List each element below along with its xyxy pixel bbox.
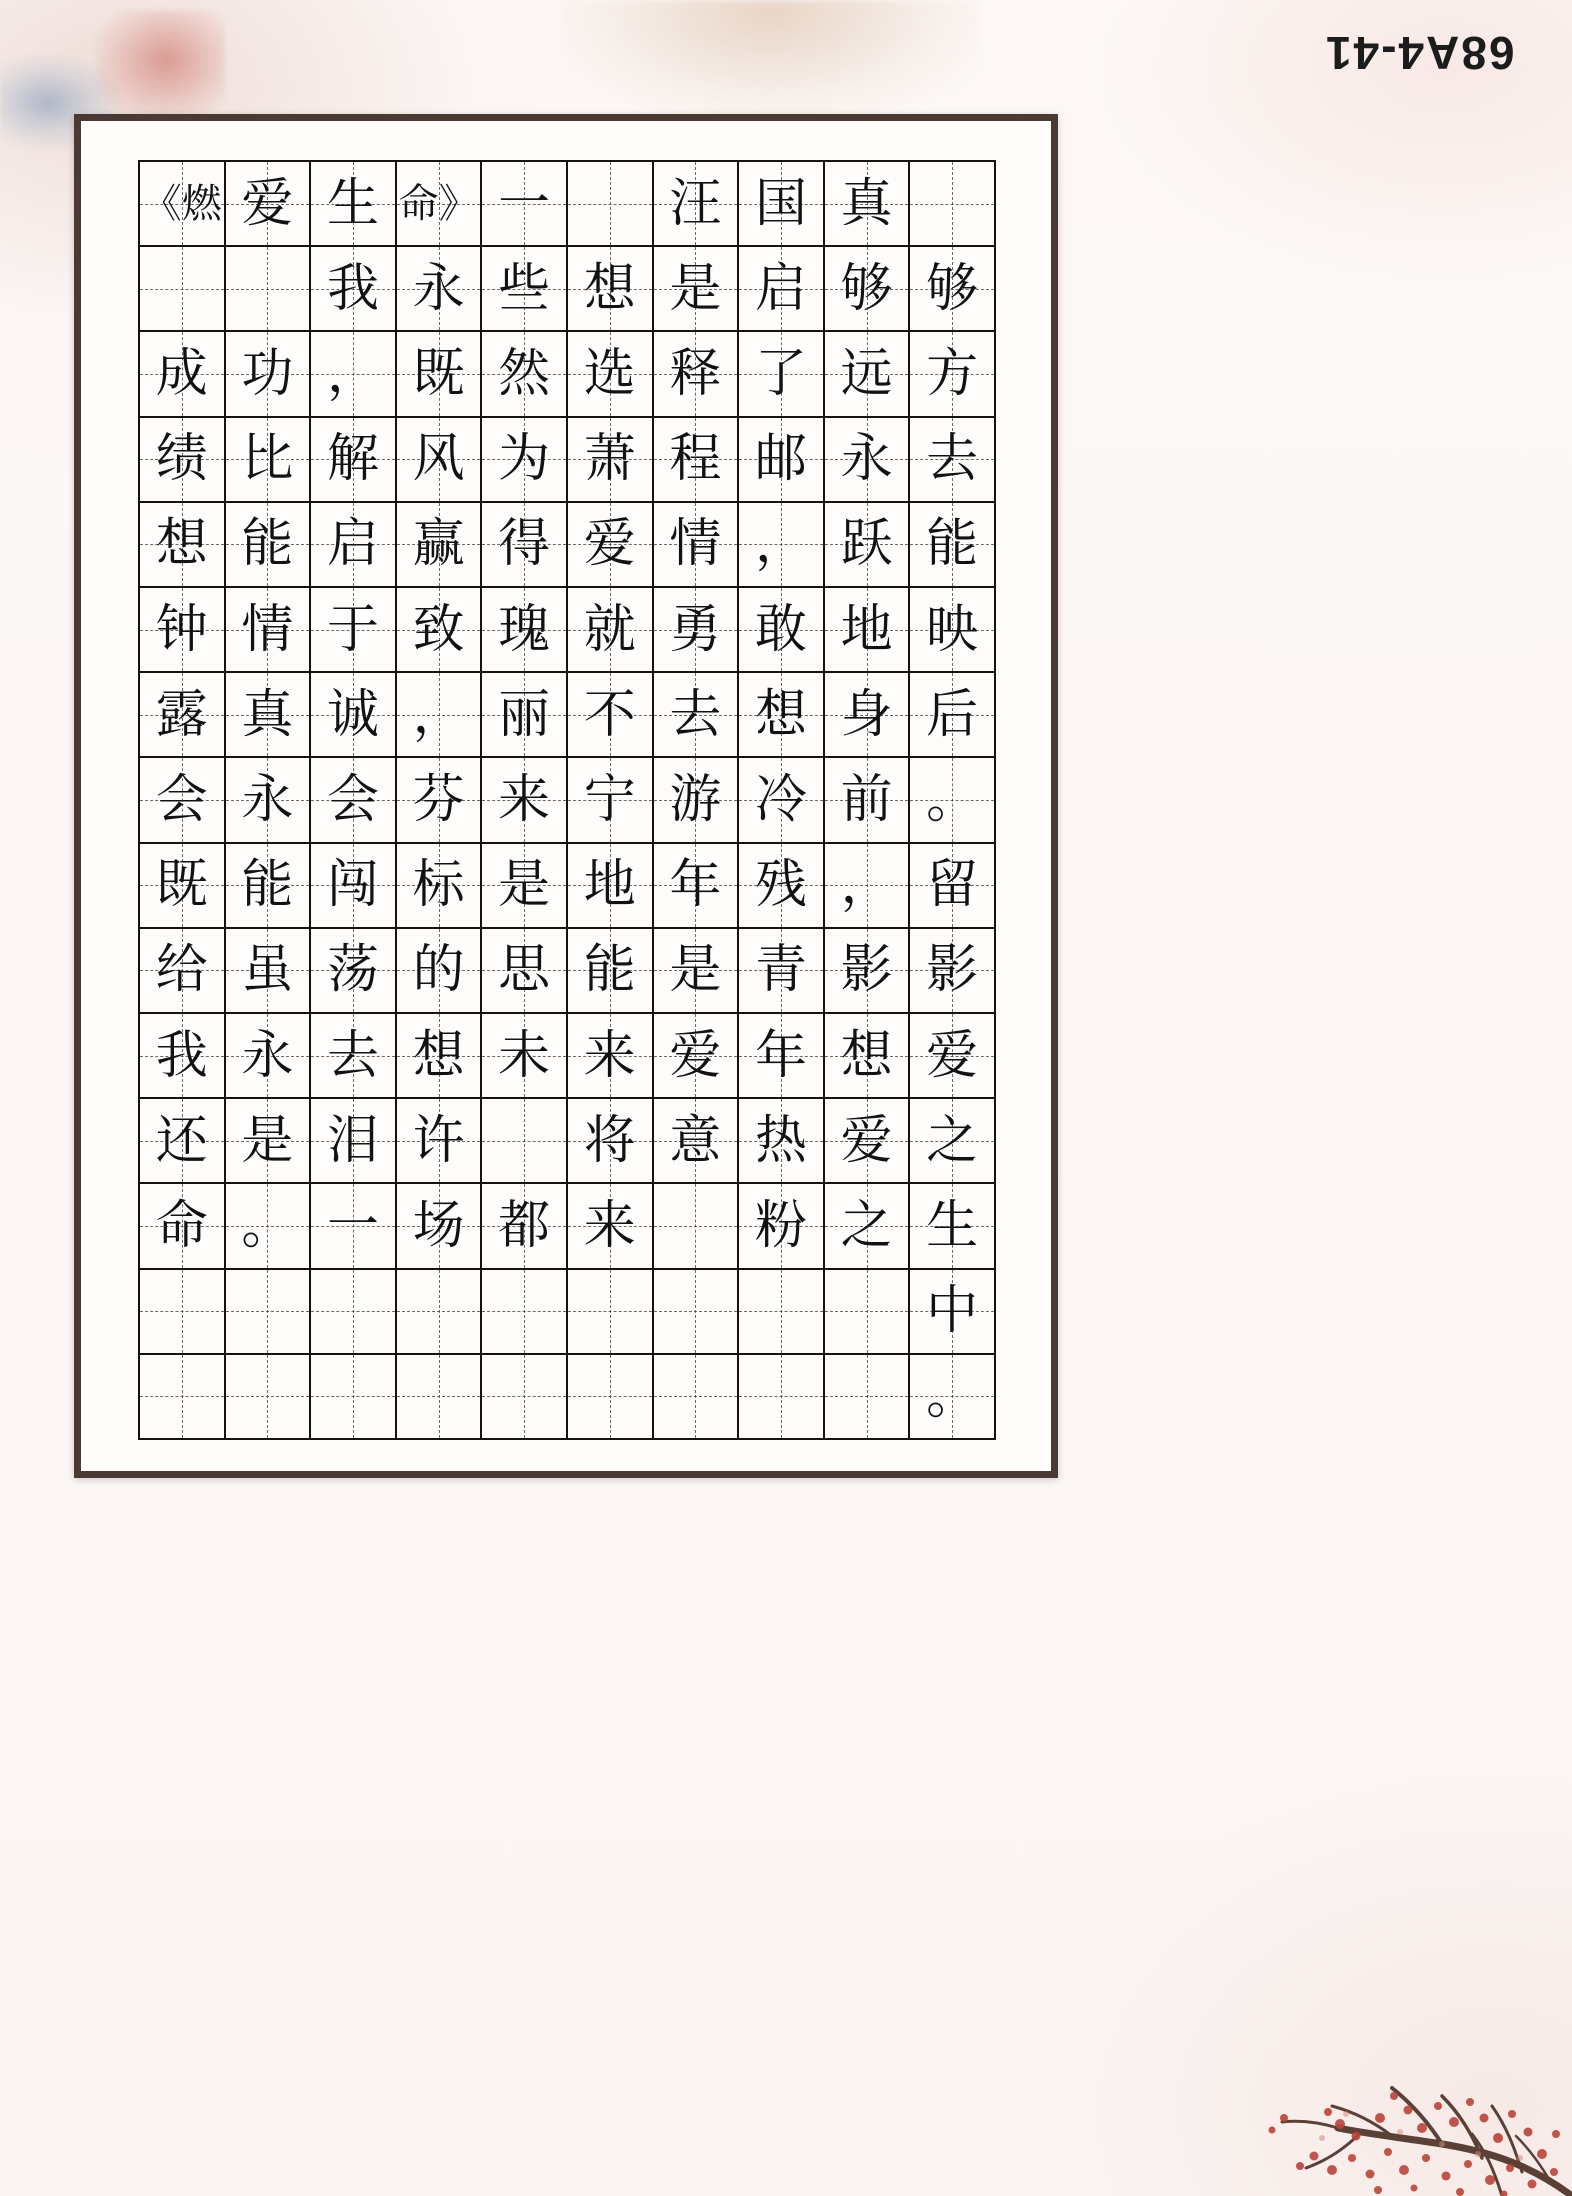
- handwritten-character: 永: [412, 258, 465, 319]
- handwritten-character: 是: [241, 1110, 294, 1171]
- grid-cell: [739, 844, 825, 929]
- handwritten-character: 去: [926, 429, 979, 490]
- grid-cell: [825, 418, 911, 503]
- handwritten-character: 的: [412, 940, 465, 1001]
- grid-cell: [226, 1099, 312, 1184]
- handwritten-character: 选: [583, 343, 636, 404]
- manuscript-frame-inner: [81, 121, 1051, 1471]
- grid-cell: [654, 929, 740, 1014]
- grid-cell: [825, 503, 911, 588]
- grid-cell: [825, 1184, 911, 1269]
- grid-cell: [226, 247, 312, 332]
- grid-cell: [140, 1184, 226, 1269]
- handwritten-character: 勇: [669, 599, 722, 660]
- grid-cell: [568, 332, 654, 417]
- grid-cell: [397, 588, 483, 673]
- grid-cell: [311, 162, 397, 247]
- grid-cell: [739, 929, 825, 1014]
- handwritten-character: 一: [498, 173, 551, 234]
- handwritten-character: 中: [926, 1281, 979, 1342]
- plum-branch-decoration: [1142, 1766, 1572, 2196]
- grid-cell: [910, 162, 996, 247]
- handwritten-character: 方: [926, 343, 979, 404]
- grid-cell: [226, 1270, 312, 1355]
- grid-cell: [654, 758, 740, 843]
- grid-cell: [654, 162, 740, 247]
- handwritten-character: 地: [583, 855, 636, 916]
- grid-cell: [482, 758, 568, 843]
- grid-cell: [739, 1184, 825, 1269]
- handwritten-character: 闯: [326, 855, 379, 916]
- handwritten-character: 芬: [412, 769, 465, 830]
- grid-cell: [910, 1355, 996, 1440]
- grid-cell: [654, 418, 740, 503]
- grid-cell: [140, 503, 226, 588]
- handwritten-character: 想: [583, 258, 636, 319]
- grid-cell: [140, 673, 226, 758]
- grid-cell: [825, 162, 911, 247]
- handwritten-character: 。: [241, 1195, 294, 1256]
- grid-cell: [226, 929, 312, 1014]
- handwritten-character: 赢: [412, 514, 465, 575]
- handwritten-character: 然: [498, 343, 551, 404]
- handwritten-character: 释: [669, 343, 722, 404]
- handwritten-character: 既: [155, 855, 208, 916]
- grid-cell: [739, 418, 825, 503]
- handwritten-character: 场: [412, 1195, 465, 1256]
- grid-cell: [910, 1184, 996, 1269]
- handwritten-character: 永: [241, 769, 294, 830]
- grid-cell: [568, 247, 654, 332]
- grid-cell: [654, 247, 740, 332]
- handwritten-character: 爱: [583, 514, 636, 575]
- handwritten-character: 钟: [155, 599, 208, 660]
- grid-cell: [739, 1270, 825, 1355]
- grid-cell: [654, 332, 740, 417]
- grid-cell: [482, 162, 568, 247]
- grid-cell: [311, 418, 397, 503]
- handwritten-character: 就: [583, 599, 636, 660]
- grid-cell: [311, 673, 397, 758]
- grid-cell: [311, 1184, 397, 1269]
- grid-cell: [397, 503, 483, 588]
- grid-cell: [397, 1014, 483, 1099]
- handwritten-character: 游: [669, 769, 722, 830]
- handwritten-character: 想: [840, 1025, 893, 1086]
- handwritten-character: 身: [840, 684, 893, 745]
- handwritten-character: 绩: [155, 429, 208, 490]
- grid-cell: [910, 673, 996, 758]
- handwritten-character: 永: [840, 429, 893, 490]
- grid-cell: [482, 1014, 568, 1099]
- handwritten-character: 去: [326, 1025, 379, 1086]
- handwritten-character: 启: [326, 514, 379, 575]
- grid-cell: [654, 503, 740, 588]
- handwritten-character: 生: [326, 173, 379, 234]
- handwritten-character: ，: [754, 514, 807, 575]
- handwritten-character: 是: [669, 940, 722, 1001]
- handwritten-character: 些: [498, 258, 551, 319]
- grid-cell: [568, 929, 654, 1014]
- handwritten-character: 汪: [669, 173, 722, 234]
- handwritten-character: 爱: [669, 1025, 722, 1086]
- grid-cell: [568, 1099, 654, 1184]
- grid-cell: [140, 1270, 226, 1355]
- red-paint-smudge: [95, 10, 225, 120]
- grid-cell: [226, 1014, 312, 1099]
- handwritten-character: 来: [583, 1195, 636, 1256]
- grid-cell: [226, 503, 312, 588]
- handwritten-character: 前: [840, 769, 893, 830]
- grid-cell: [910, 332, 996, 417]
- grid-cell: [568, 673, 654, 758]
- handwritten-character: 冷: [754, 769, 807, 830]
- grid-cell: [482, 332, 568, 417]
- grid-cell: [739, 588, 825, 673]
- grid-cell: [140, 332, 226, 417]
- grid-cell: [397, 418, 483, 503]
- grid-cell: [311, 929, 397, 1014]
- handwritten-character: 能: [241, 514, 294, 575]
- grid-cell: [397, 1099, 483, 1184]
- grid-cell: [482, 418, 568, 503]
- grid-cell: [482, 673, 568, 758]
- grid-cell: [311, 503, 397, 588]
- grid-cell: [825, 758, 911, 843]
- catalog-number: 68A4-41: [1324, 27, 1515, 79]
- handwritten-character: 给: [155, 940, 208, 1001]
- handwritten-character: 了: [754, 343, 807, 404]
- handwritten-character: 功: [241, 343, 294, 404]
- grid-cell: [568, 758, 654, 843]
- grid-cell: [910, 758, 996, 843]
- grid-cell: [226, 162, 312, 247]
- handwritten-character: 既: [412, 343, 465, 404]
- handwritten-character: 虽: [241, 940, 294, 1001]
- handwritten-character: 会: [326, 769, 379, 830]
- grid-cell: [140, 1099, 226, 1184]
- handwritten-character: 爱: [926, 1025, 979, 1086]
- grid-cell: [397, 673, 483, 758]
- handwritten-character: 年: [754, 1025, 807, 1086]
- grid-cell: [311, 844, 397, 929]
- handwritten-character: 真: [241, 684, 294, 745]
- grid-cell: [568, 844, 654, 929]
- grid-cell: [311, 1270, 397, 1355]
- handwritten-character: 诚: [326, 684, 379, 745]
- grid-cell: [226, 673, 312, 758]
- grid-cell: [482, 247, 568, 332]
- handwritten-character: 荡: [326, 940, 379, 1001]
- handwritten-character: 《燃: [141, 180, 222, 227]
- handwritten-character: 我: [155, 1025, 208, 1086]
- handwritten-character: 泪: [326, 1110, 379, 1171]
- handwritten-character: 于: [326, 599, 379, 660]
- handwritten-character: 意: [669, 1110, 722, 1171]
- handwritten-character: 能: [241, 855, 294, 916]
- handwritten-character: 未: [498, 1025, 551, 1086]
- handwritten-character: 粉: [754, 1195, 807, 1256]
- grid-cell: [910, 588, 996, 673]
- grid-cell: [311, 1355, 397, 1440]
- handwritten-character: 真: [840, 173, 893, 234]
- grid-cell: [825, 247, 911, 332]
- grid-cell: [654, 1355, 740, 1440]
- grid-cell: [825, 929, 911, 1014]
- grid-cell: [482, 844, 568, 929]
- handwritten-character: ，: [326, 343, 379, 404]
- handwritten-character: 国: [754, 173, 807, 234]
- handwritten-character: 风: [412, 429, 465, 490]
- grid-cell: [568, 162, 654, 247]
- handwritten-character: 映: [926, 599, 979, 660]
- grid-cell: [654, 1270, 740, 1355]
- grid-cell: [311, 588, 397, 673]
- tan-paint-smudge: [560, 0, 980, 120]
- handwritten-character: 不: [583, 684, 636, 745]
- grid-cell: [311, 247, 397, 332]
- grid-cell: [654, 1184, 740, 1269]
- grid-cell: [910, 418, 996, 503]
- grid-cell: [654, 673, 740, 758]
- grid-cell: [825, 1355, 911, 1440]
- grid-cell: [140, 247, 226, 332]
- grid-cell: [568, 1355, 654, 1440]
- grid-cell: [910, 1099, 996, 1184]
- grid-cell: [568, 588, 654, 673]
- handwritten-character: 还: [155, 1110, 208, 1171]
- grid-cell: [482, 1099, 568, 1184]
- grid-cell: [397, 844, 483, 929]
- handwritten-character: 之: [840, 1195, 893, 1256]
- handwritten-character: 瑰: [498, 599, 551, 660]
- grid-cell: [825, 1099, 911, 1184]
- handwritten-character: 够: [926, 258, 979, 319]
- handwritten-character: 残: [754, 855, 807, 916]
- grid-cell: [568, 1184, 654, 1269]
- handwritten-character: 情: [241, 599, 294, 660]
- handwritten-character: 生: [926, 1195, 979, 1256]
- handwritten-character: 成: [155, 343, 208, 404]
- grid-cell: [140, 162, 226, 247]
- grid-cell: [482, 1270, 568, 1355]
- grid-cell: [825, 1270, 911, 1355]
- grid-cell: [397, 247, 483, 332]
- grid-cell: [910, 1014, 996, 1099]
- grid-cell: [568, 503, 654, 588]
- handwritten-character: 地: [840, 599, 893, 660]
- grid-cell: [140, 418, 226, 503]
- handwritten-character: 想: [412, 1025, 465, 1086]
- grid-cell: [482, 929, 568, 1014]
- grid-cell: [140, 929, 226, 1014]
- grid-cell: [825, 588, 911, 673]
- handwritten-character: 命: [155, 1195, 208, 1256]
- handwritten-character: 邮: [754, 429, 807, 490]
- grid-cell: [311, 1099, 397, 1184]
- grid-cell: [910, 844, 996, 929]
- grid-cell: [140, 1355, 226, 1440]
- handwritten-character: 青: [754, 940, 807, 1001]
- handwritten-character: 萧: [583, 429, 636, 490]
- grid-cell: [825, 844, 911, 929]
- handwritten-character: 想: [754, 684, 807, 745]
- handwritten-character: 影: [840, 940, 893, 1001]
- handwritten-character: 标: [412, 855, 465, 916]
- handwritten-character: 去: [669, 684, 722, 745]
- grid-cell: [910, 247, 996, 332]
- grid-cell: [482, 503, 568, 588]
- handwritten-character: 。: [926, 1366, 979, 1427]
- writing-grid: [138, 160, 996, 1440]
- handwritten-character: 影: [926, 940, 979, 1001]
- grid-cell: [825, 673, 911, 758]
- grid-cell: [910, 929, 996, 1014]
- handwritten-character: 能: [583, 940, 636, 1001]
- grid-cell: [739, 332, 825, 417]
- grid-cell: [482, 1184, 568, 1269]
- handwritten-character: 爱: [840, 1110, 893, 1171]
- grid-cell: [397, 162, 483, 247]
- handwritten-character: 想: [155, 514, 208, 575]
- handwritten-character: 能: [926, 514, 979, 575]
- grid-cell: [739, 1099, 825, 1184]
- handwritten-character: 情: [669, 514, 722, 575]
- handwritten-character: 会: [155, 769, 208, 830]
- handwritten-character: 思: [498, 940, 551, 1001]
- grid-cell: [568, 1014, 654, 1099]
- handwritten-character: 是: [669, 258, 722, 319]
- grid-cell: [226, 844, 312, 929]
- handwritten-character: 都: [498, 1195, 551, 1256]
- grid-cell: [397, 758, 483, 843]
- handwritten-character: 命》: [398, 180, 479, 227]
- grid-cell: [482, 588, 568, 673]
- handwritten-character: 跃: [840, 514, 893, 575]
- grid-cell: [311, 332, 397, 417]
- handwritten-character: ，: [840, 855, 893, 916]
- handwritten-character: 年: [669, 855, 722, 916]
- grid-cell: [226, 418, 312, 503]
- handwritten-character: 留: [926, 855, 979, 916]
- grid-cell: [397, 1184, 483, 1269]
- handwritten-character: 永: [241, 1025, 294, 1086]
- grid-cell: [311, 1014, 397, 1099]
- handwritten-character: 程: [669, 429, 722, 490]
- handwritten-character: 够: [840, 258, 893, 319]
- handwritten-character: 露: [155, 684, 208, 745]
- handwritten-character: 得: [498, 514, 551, 575]
- grid-cell: [397, 1355, 483, 1440]
- grid-cell: [226, 332, 312, 417]
- handwritten-character: 许: [412, 1110, 465, 1171]
- handwritten-character: 敢: [754, 599, 807, 660]
- handwritten-character: 是: [498, 855, 551, 916]
- grid-cell: [739, 758, 825, 843]
- handwritten-character: 远: [840, 343, 893, 404]
- grid-cell: [739, 673, 825, 758]
- handwritten-character: 丽: [498, 684, 551, 745]
- grid-cell: [910, 503, 996, 588]
- grid-cell: [397, 332, 483, 417]
- grid-cell: [739, 1355, 825, 1440]
- manuscript-frame: [74, 114, 1058, 1478]
- handwritten-character: 之: [926, 1110, 979, 1171]
- grid-cell: [226, 1184, 312, 1269]
- grid-cell: [568, 1270, 654, 1355]
- grid-cell: [825, 1014, 911, 1099]
- grid-cell: [311, 758, 397, 843]
- handwritten-character: 解: [326, 429, 379, 490]
- handwritten-character: 热: [754, 1110, 807, 1171]
- handwritten-character: 我: [326, 258, 379, 319]
- handwritten-character: 爱: [241, 173, 294, 234]
- grid-cell: [140, 758, 226, 843]
- grid-cell: [654, 588, 740, 673]
- grid-cell: [226, 1355, 312, 1440]
- handwritten-character: 启: [754, 258, 807, 319]
- handwritten-character: ，: [412, 684, 465, 745]
- grid-cell: [739, 162, 825, 247]
- handwritten-character: 后: [926, 684, 979, 745]
- handwritten-character: 。: [926, 769, 979, 830]
- handwritten-character: 来: [583, 1025, 636, 1086]
- handwritten-character: 比: [241, 429, 294, 490]
- handwritten-character: 来: [498, 769, 551, 830]
- grid-cell: [910, 1270, 996, 1355]
- grid-cell: [739, 247, 825, 332]
- grid-cell: [397, 929, 483, 1014]
- handwritten-character: 致: [412, 599, 465, 660]
- handwritten-character: 将: [583, 1110, 636, 1171]
- grid-cell: [226, 588, 312, 673]
- handwritten-character: 宁: [583, 769, 636, 830]
- grid-cell: [654, 1099, 740, 1184]
- grid-cell: [739, 503, 825, 588]
- grid-cell: [825, 332, 911, 417]
- grid-cell: [482, 1355, 568, 1440]
- grid-cell: [654, 844, 740, 929]
- handwritten-character: 一: [326, 1195, 379, 1256]
- grid-cell: [226, 758, 312, 843]
- handwritten-character: 为: [498, 429, 551, 490]
- grid-cell: [140, 1014, 226, 1099]
- grid-cell: [654, 1014, 740, 1099]
- grid-cell: [568, 418, 654, 503]
- grid-cell: [140, 588, 226, 673]
- grid-cell: [140, 844, 226, 929]
- grid-cell: [739, 1014, 825, 1099]
- grid-cell: [397, 1270, 483, 1355]
